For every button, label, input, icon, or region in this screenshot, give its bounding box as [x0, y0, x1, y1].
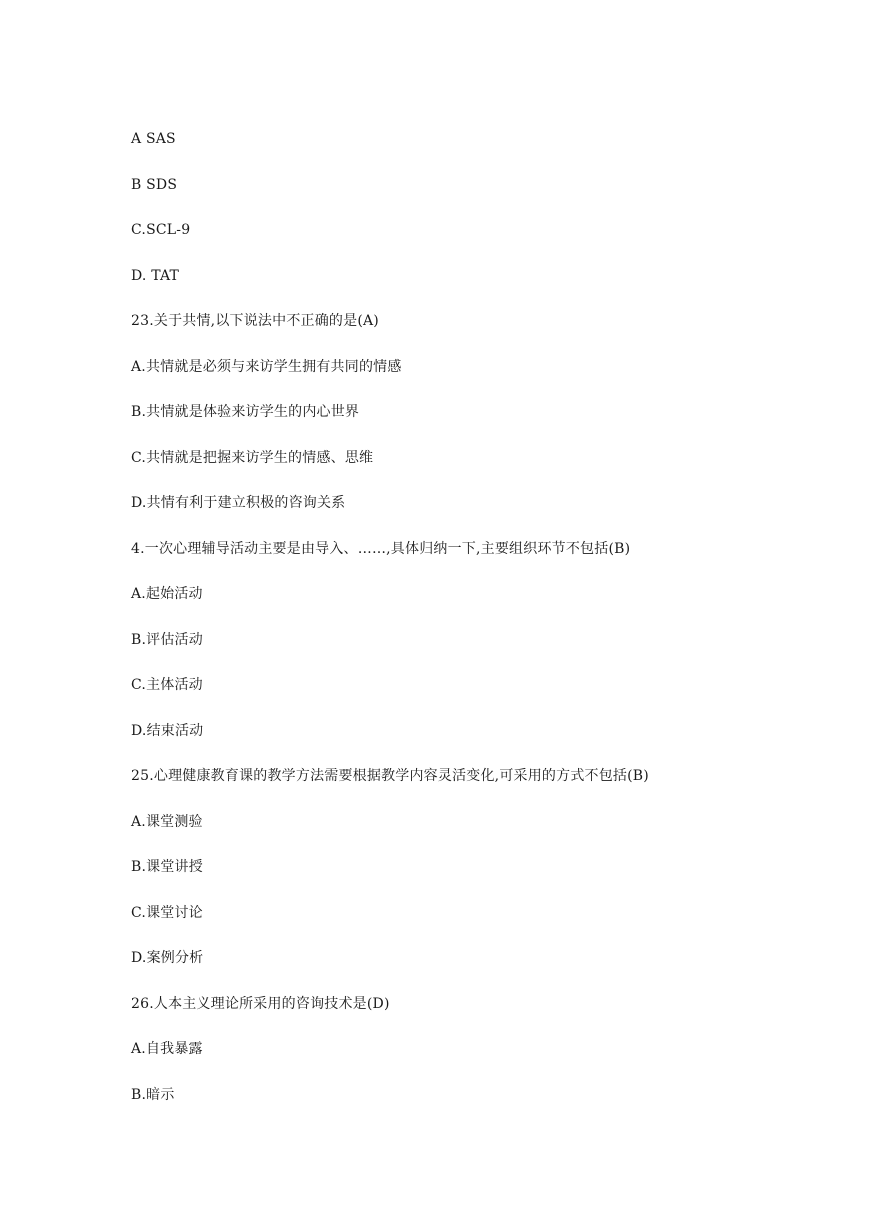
- q25-option-c: C.课堂讨论: [131, 905, 203, 921]
- q23-option-b: B.共情就是体验来访学生的内心世界: [131, 404, 360, 420]
- option-a-sas: A SAS: [131, 131, 176, 147]
- q25-option-a: A.课堂测验: [131, 814, 203, 830]
- question-4: 4.一次心理辅导活动主要是由导入、……,具体归纳一下,主要组织环节不包括(B): [131, 541, 631, 557]
- option-b-sds: B SDS: [131, 177, 178, 193]
- q4-option-b: B.评估活动: [131, 632, 203, 648]
- question-25: 25.心理健康教育课的教学方法需要根据教学内容灵活变化,可采用的方式不包括(B): [131, 768, 649, 784]
- q23-option-c: C.共情就是把握来访学生的情感、思维: [131, 450, 374, 466]
- option-d-tat: D. TAT: [131, 268, 180, 284]
- q23-option-d: D.共情有利于建立积极的咨询关系: [131, 495, 346, 511]
- q4-option-c: C.主体活动: [131, 677, 203, 693]
- question-26: 26.人本主义理论所采用的咨询技术是(D): [131, 996, 390, 1012]
- q25-option-d: D.案例分析: [131, 950, 204, 966]
- q26-option-b: B.暗示: [131, 1087, 175, 1103]
- q26-option-a: A.自我暴露: [131, 1041, 203, 1057]
- question-23: 23.关于共情,以下说法中不正确的是(A): [131, 313, 379, 329]
- q25-option-b: B.课堂讲授: [131, 859, 203, 875]
- q4-option-a: A.起始活动: [131, 586, 203, 602]
- q23-option-a: A.共情就是必须与来访学生拥有共同的情感: [131, 359, 402, 375]
- option-c-scl9: C.SCL-9: [131, 222, 191, 238]
- q4-option-d: D.结束活动: [131, 723, 204, 739]
